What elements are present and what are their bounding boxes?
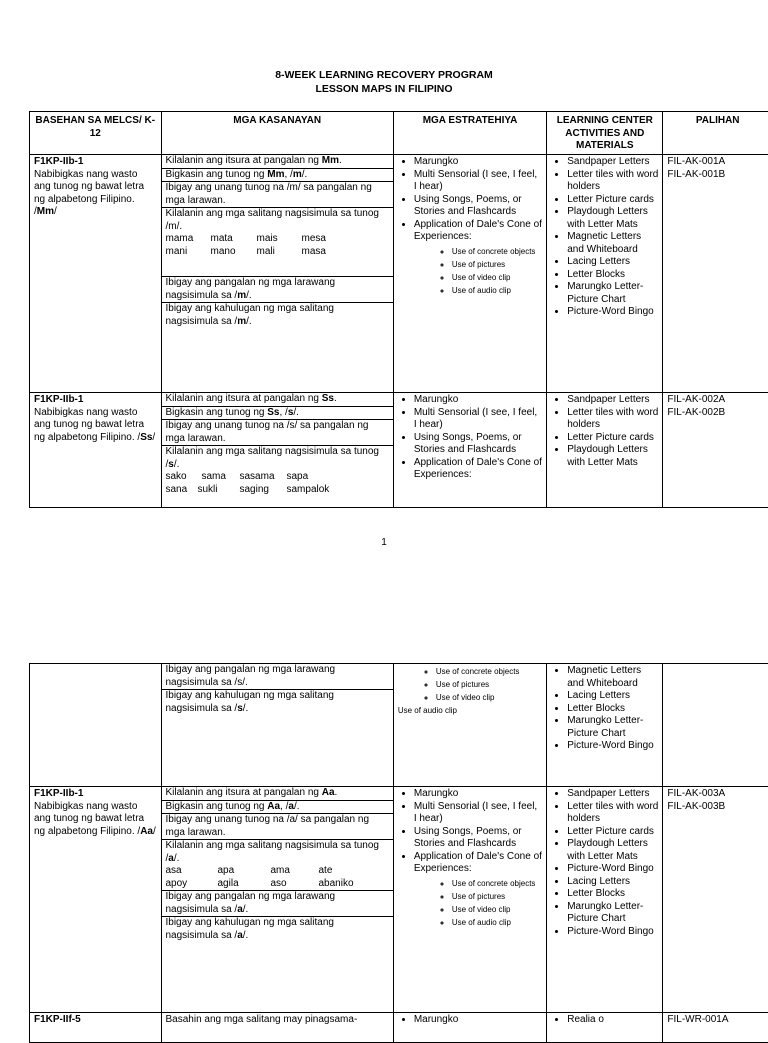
table-row-wr [30,1013,768,1043]
strategy-item: • Application of Dale's Cone of Experiences: ◦ Use of concrete objects ◦ Use of pictures ◦ Use of video clip ◦ Use of audio clip [414,219,542,297]
basehan-cell [30,787,162,1013]
material-item: • Picture-Word Bingo [567,863,658,876]
materials-cell [547,155,663,393]
palihan-code: FIL-AK-001A [667,156,768,169]
palihan-cell [663,787,768,1013]
document-title-2: LESSON MAPS IN FILIPINO [0,83,768,95]
palihan-code: FIL-AK-002B [667,407,768,420]
material-item: • Picture-Word Bingo [567,926,658,939]
col-estratehiya: MGA ESTRATEHIYA [393,112,546,155]
material-item: • Letter tiles with word holders [567,407,658,432]
skill-item: Ibigay ang pangalan ng mga larawang nagsisimula sa /a/. [162,891,393,917]
strategy-item: • Using Songs, Poems, or Stories and Flashcards [414,826,542,851]
estratehiya-cell [393,664,546,787]
skill-item: Ibigay ang kahulugan ng mga salitang nagsisimula sa /a/. [162,917,393,943]
melc-desc-end: / [152,432,155,443]
material-item: • Letter Blocks [567,888,658,901]
melc-letter: Mm [37,206,54,217]
materials-cell [547,787,663,1013]
lesson-map-table-page-2 [29,663,768,1043]
melc-code: F1KP-IIf-5 [34,1014,157,1027]
word-list: mama mata mais mesa [166,233,389,246]
col-kasanayan: MGA KASANAYAN [161,112,393,155]
col-learning-center: LEARNING CENTER ACTIVITIES AND MATERIALS [547,112,663,155]
skill-item: Kilalanin ang mga salitang nagsisimula sa tunog /a/. asa apa ama ate apoy agila aso abaniko [162,840,393,891]
word-list: sako sama sasama sapa [166,471,389,484]
melc-code: F1KP-IIb-1 [34,156,157,169]
basehan-cell [30,664,162,787]
col-palihan: PALIHAN [663,112,768,155]
palihan-code: FIL-AK-003B [667,801,768,814]
sub-strategy-item: ◦ Use of audio clip [452,916,542,929]
material-item: • Lacing Letters [567,256,658,269]
palihan-cell [663,1013,768,1043]
skill-item: Kilalanin ang itsura at pangalan ng Ss. [162,393,393,406]
material-item: • Picture-Word Bingo [567,740,658,753]
melc-code: F1KP-IIb-1 [34,788,157,801]
strategy-item: • Marungko [414,788,542,801]
estratehiya-cell [393,1013,546,1043]
table-row-ss [30,393,768,508]
material-item: • Lacing Letters [567,876,658,889]
skill-item: Bigkasin ang tunog ng Mm, /m/. [162,168,393,182]
skill-item: Kilalanin ang mga salitang nagsisimula sa tunog /m/. mama mata mais mesa mani mano mali masa [162,208,393,277]
palihan-code: FIL-AK-003A [667,788,768,801]
sub-strategy-item: ◦ Use of pictures [452,890,542,903]
sub-strategy-item: Use of audio clip [398,704,542,717]
palihan-code: FIL-WR-001A [667,1014,768,1027]
material-item: • Letter Blocks [567,269,658,282]
skill-item: Ibigay ang kahulugan ng mga salitang nagsisimula sa /m/. [162,303,393,329]
page-number: 1 [0,537,768,548]
skill-item: Ibigay ang kahulugan ng mga salitang nagsisimula sa /s/. [162,690,393,716]
material-item: • Magnetic Letters and Whiteboard [567,665,658,690]
melc-letter: Ss [140,432,152,443]
material-item: • Letter Picture cards [567,194,658,207]
basehan-cell [30,1013,162,1043]
sub-strategy-item: ◦ Use of video clip [452,903,542,916]
material-item: • Picture-Word Bingo [567,306,658,319]
palihan-cell [663,155,768,393]
skill-item: Kilalanin ang itsura at pangalan ng Mm. [162,155,393,168]
kasanayan-cell [161,664,393,787]
kasanayan-cell [161,155,393,393]
lesson-map-table-page-1 [29,111,768,508]
palihan-cell [663,664,768,787]
sub-strategy-item: ◦ Use of pictures [436,678,542,691]
materials-cell [547,393,663,508]
melc-letter: Aa [140,826,153,837]
melc-desc: Nabibigkas nang wasto ang tunog ng bawat letra ng alpabetong Filipino. / [34,169,144,218]
material-item: • Lacing Letters [567,690,658,703]
skill-item: Kilalanin ang mga salitang nagsisimula sa tunog /s/. sako sama sasama sapa sana sukli saging sampalok [162,446,393,497]
skill-item: Ibigay ang unang tunog na /a/ sa pangalan ng mga larawan. [162,814,393,840]
material-item: • Sandpaper Letters [567,788,658,801]
strategy-item: • Multi Sensorial (I see, I feel, I hear) [414,169,542,194]
strategy-item: • Multi Sensorial (I see, I feel, I hear) [414,801,542,826]
word-list: mani mano mali masa [166,246,389,259]
strategy-item: • Multi Sensorial (I see, I feel, I hear) [414,407,542,432]
material-item: • Letter tiles with word holders [567,801,658,826]
material-item: • Letter tiles with word holders [567,169,658,194]
col-basehan: BASEHAN SA MELCS/ K-12 [30,112,162,155]
sub-strategy-item: ◦ Use of video clip [436,691,542,704]
estratehiya-cell [393,393,546,508]
material-item: • Sandpaper Letters [567,156,658,169]
sub-strategy-item: ◦ Use of concrete objects [452,877,542,890]
skill-item: Ibigay ang unang tunog na /m/ sa pangalan ng mga larawan. [162,182,393,208]
materials-cell [547,1013,663,1043]
strategy-item: • Marungko [414,1014,542,1027]
material-item: • Marungko Letter-Picture Chart [567,901,658,926]
material-item: • Letter Blocks [567,703,658,716]
melc-code: F1KP-IIb-1 [34,394,157,407]
strategy-item: • Using Songs, Poems, or Stories and Flashcards [414,194,542,219]
skill-item: Bigkasin ang tunog ng Aa, /a/. [162,800,393,814]
basehan-cell [30,155,162,393]
document-title-1: 8-WEEK LEARNING RECOVERY PROGRAM [0,69,768,81]
strategy-item: • Marungko [414,394,542,407]
material-item: • Playdough Letters with Letter Mats [567,206,658,231]
material-item: • Marungko Letter-Picture Chart [567,281,658,306]
material-item: • Realia o [567,1014,658,1027]
sub-strategy-item: ◦ Use of concrete objects [452,245,542,258]
word-list: asa apa ama ate [166,865,389,878]
sub-strategy-item: ◦ Use of audio clip [452,284,542,297]
material-item: • Magnetic Letters and Whiteboard [567,231,658,256]
palihan-code: FIL-AK-002A [667,394,768,407]
sub-strategy-item: ◦ Use of pictures [452,258,542,271]
strategy-item: • Application of Dale's Cone of Experiences: ◦ Use of concrete objects ◦ Use of pictures ◦ Use of video clip ◦ Use of audio clip [414,851,542,929]
strategy-item: • Marungko [414,156,542,169]
melc-desc: Nabibigkas nang wasto ang tunog ng bawat letra ng alpabetong Filipino. / [34,407,144,443]
melc-desc-end: / [153,826,156,837]
word-list: apoy agila aso abaniko [166,878,389,891]
material-item: • Playdough Letters with Letter Mats [567,838,658,863]
basehan-cell [30,393,162,508]
palihan-code: FIL-AK-001B [667,169,768,182]
material-item: • Sandpaper Letters [567,394,658,407]
strategy-item: • Application of Dale's Cone of Experiences: [414,457,542,482]
material-item: • Playdough Letters with Letter Mats [567,444,658,469]
material-item: • Letter Picture cards [567,826,658,839]
skill-item: Ibigay ang pangalan ng mga larawang nagsisimula sa /s/. [162,664,393,690]
estratehiya-cell [393,787,546,1013]
table-row-aa [30,787,768,1013]
melc-desc: Nabibigkas nang wasto ang tunog ng bawat letra ng alpabetong Filipino. / [34,801,144,837]
table-row-mm [30,155,768,393]
skill-item: Kilalanin ang itsura at pangalan ng Aa. [162,787,393,800]
sub-strategy-item: ◦ Use of video clip [452,271,542,284]
palihan-cell [663,393,768,508]
estratehiya-cell [393,155,546,393]
melc-desc-end: / [54,206,57,217]
skill-item: Ibigay ang pangalan ng mga larawang nagsisimula sa /m/. [162,277,393,303]
kasanayan-cell: Basahin ang mga salitang may pinagsama- [161,1013,393,1043]
material-item: • Marungko Letter-Picture Chart [567,715,658,740]
skill-item: Ibigay ang unang tunog na /s/ sa pangalan ng mga larawan. [162,420,393,446]
word-list: sana sukli saging sampalok [166,484,389,497]
strategy-item: • Using Songs, Poems, or Stories and Flashcards [414,432,542,457]
materials-cell [547,664,663,787]
skill-item: Bigkasin ang tunog ng Ss, /s/. [162,406,393,420]
table-row-ss-continued [30,664,768,787]
kasanayan-cell [161,393,393,508]
sub-strategy-item: ◦ Use of concrete objects [436,665,542,678]
material-item: • Letter Picture cards [567,432,658,445]
table-header-row [30,112,768,155]
kasanayan-cell [161,787,393,1013]
